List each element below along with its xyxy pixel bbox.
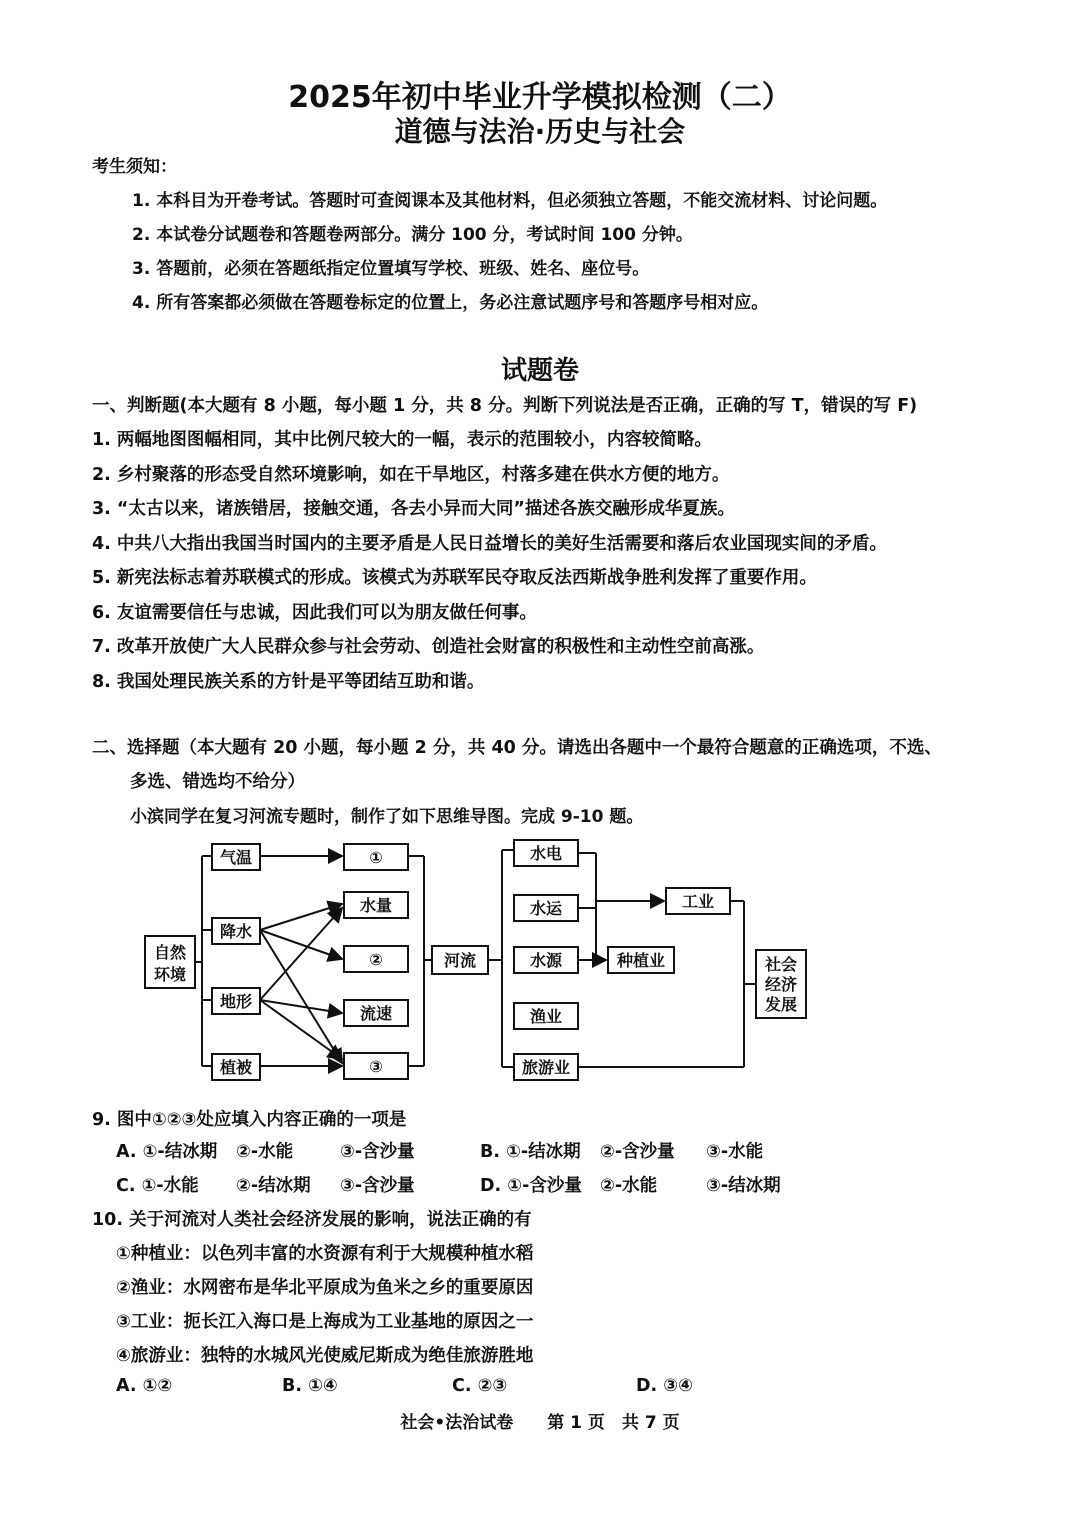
notice-heading: 考生须知： <box>92 157 177 177</box>
node-use-label: 水电 <box>529 844 563 863</box>
q9-option-b: B. ①-结冰期 <box>480 1142 581 1162</box>
river-mindmap-diagram <box>140 838 820 1088</box>
q9-option-b-part: ②-含沙量 <box>600 1142 675 1162</box>
node-feature-label: 流速 <box>359 1004 393 1023</box>
node-nature-label: 自然 <box>153 943 187 962</box>
node-planting-label: 种植业 <box>616 951 666 970</box>
notice-rule: 4. 所有答案都必须做在答题卷标定的位置上，务必注意试题序号和答题序号相对应。 <box>132 293 769 313</box>
node-society-label: 社会 <box>764 955 798 974</box>
mindmap-intro: 小滨同学在复习河流专题时，制作了如下思维导图。完成 9-10 题。 <box>130 807 644 827</box>
q9-option-c-part: ③-含沙量 <box>340 1176 415 1196</box>
node-factor-label: 降水 <box>219 922 253 941</box>
node-factor-label: 植被 <box>219 1058 253 1077</box>
q10-option-d: D. ③④ <box>636 1376 693 1396</box>
judge-question-6: 6. 友谊需要信任与忠诚，因此我们可以为朋友做任何事。 <box>92 603 537 623</box>
question-10-stem: 10. 关于河流对人类社会经济发展的影响，说法正确的有 <box>92 1210 532 1230</box>
q10-option-a: A. ①② <box>116 1376 173 1396</box>
node-society-label: 发展 <box>764 995 798 1014</box>
section2-heading: 二、选择题（本大题有 20 小题，每小题 2 分，共 40 分。请选出各题中一个最符合题意的正确选项，不选、 <box>92 738 942 758</box>
node-feature-label: 水量 <box>359 896 393 915</box>
q10-item-2: ②渔业：水网密布是华北平原成为鱼米之乡的重要原因 <box>116 1278 534 1298</box>
notice-rule: 3. 答题前，必须在答题纸指定位置填写学校、班级、姓名、座位号。 <box>132 259 650 279</box>
notice-rule: 1. 本科目为开卷考试。答题时可查阅课本及其他材料，但必须独立答题，不能交流材料、讨论问题。 <box>132 191 888 211</box>
judge-question-4: 4. 中共八大指出我国当时国内的主要矛盾是人民日益增长的美好生活需要和落后农业国现实间的矛盾。 <box>92 534 887 554</box>
node-feature-label: ② <box>369 950 383 969</box>
q9-option-d-part: ②-水能 <box>600 1176 658 1196</box>
node-factor-label: 地形 <box>219 992 253 1011</box>
node-river-label: 河流 <box>443 951 477 970</box>
node-feature-label: ① <box>369 848 383 867</box>
q9-option-c: C. ①-水能 <box>116 1176 199 1196</box>
q10-option-c: C. ②③ <box>452 1376 508 1396</box>
q9-option-a: A. ①-结冰期 <box>116 1142 218 1162</box>
q9-option-d-part: ③-结冰期 <box>706 1176 781 1196</box>
node-society-label: 经济 <box>764 975 798 994</box>
judge-question-7: 7. 改革开放使广大人民群众参与社会劳动、创造社会财富的积极性和主动性空前高涨。 <box>92 637 765 657</box>
q9-option-a-part: ③-含沙量 <box>340 1142 415 1162</box>
exam-subtitle: 道德与法治·历史与社会 <box>394 115 686 148</box>
paper-title: 试题卷 <box>500 356 579 386</box>
section1-heading: 一、判断题(本大题有 8 小题，每小题 1 分，共 8 分。判断下列说法是否正确，正确的写 T，错误的写 F) <box>92 396 918 416</box>
notice-rule: 2. 本试卷分试题卷和答题卷两部分。满分 100 分，考试时间 100 分钟。 <box>132 225 693 245</box>
node-use-label: 旅游业 <box>521 1058 571 1077</box>
node-feature-label: ③ <box>369 1057 383 1076</box>
page-footer: 社会•法治试卷 第 1 页 共 7 页 <box>400 1413 680 1433</box>
node-nature-label: 环境 <box>153 965 187 984</box>
judge-question-8: 8. 我国处理民族关系的方针是平等团结互助和谐。 <box>92 672 485 692</box>
exam-title: 2025年初中毕业升学模拟检测（二） <box>288 80 792 115</box>
q9-option-b-part: ③-水能 <box>706 1142 764 1162</box>
q10-option-b: B. ①④ <box>282 1376 338 1396</box>
node-factor-label: 气温 <box>219 848 253 867</box>
node-use-label: 水源 <box>529 951 563 970</box>
section2-heading-cont: 多选、错选均不给分） <box>130 772 305 792</box>
q10-item-3: ③工业：扼长江入海口是上海成为工业基地的原因之一 <box>116 1312 534 1332</box>
q9-option-a-part: ②-水能 <box>236 1142 294 1162</box>
question-9-stem: 9. 图中①②③处应填入内容正确的一项是 <box>92 1110 407 1130</box>
q10-item-4: ④旅游业：独特的水城风光使威尼斯成为绝佳旅游胜地 <box>116 1346 534 1366</box>
node-industry-label: 工业 <box>681 892 715 911</box>
judge-question-2: 2. 乡村聚落的形态受自然环境影响，如在干旱地区，村落多建在供水方便的地方。 <box>92 465 730 485</box>
node-use-label: 水运 <box>529 899 563 918</box>
q10-item-1: ①种植业：以色列丰富的水资源有利于大规模种植水稻 <box>116 1244 534 1264</box>
q9-option-c-part: ②-结冰期 <box>236 1176 311 1196</box>
judge-question-5: 5. 新宪法标志着苏联模式的形成。该模式为苏联军民夺取反法西斯战争胜利发挥了重要作用。 <box>92 568 817 588</box>
node-use-label: 渔业 <box>529 1007 563 1026</box>
judge-question-3: 3. “太古以来，诸族错居，接触交通，各去小异而大同”描述各族交融形成华夏族。 <box>92 499 735 519</box>
q9-option-d: D. ①-含沙量 <box>480 1176 582 1196</box>
judge-question-1: 1. 两幅地图图幅相同，其中比例尺较大的一幅，表示的范围较小，内容较简略。 <box>92 430 712 450</box>
